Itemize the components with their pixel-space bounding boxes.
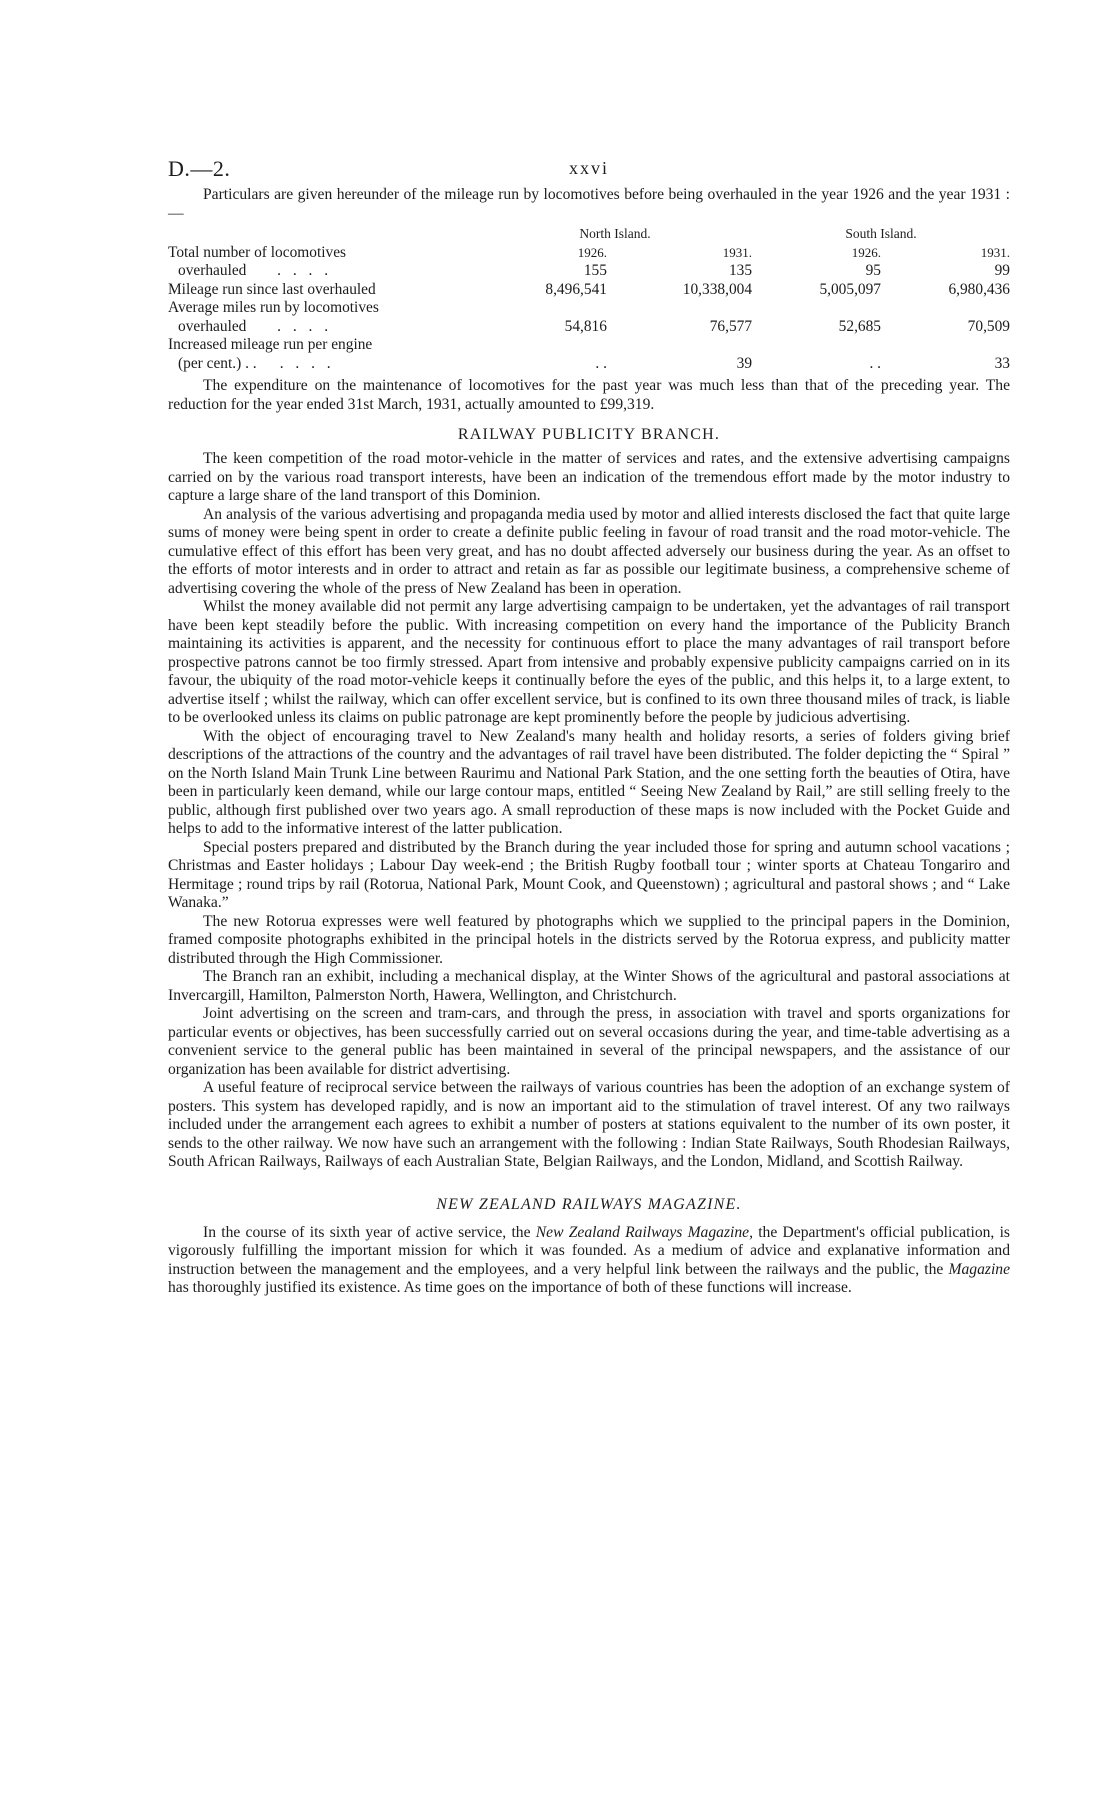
year-header: 1931. [722, 244, 753, 260]
publicity-paragraph: Whilst the money available did not permit any large advertising campaign to be undertaken, yet the advantages of rail transport have been kept steadily before the public. With increasing competition on every hand the importance of the Publicity Branch maintaining its activities is apparent, and the necessity for continuous effort to place the many advantages of rail transport before prospective patrons cannot be too firmly stressed. Apart from intensive and probably expensive publicity campaigns carried on in its favour, the ubiquity of the road motor-vehicle keeps it continually before the eyes of the public, and this helps it, to a large extent, to advertise itself ; whilst the railway, which can offer excellent service, but is confined to its own three thousand miles of track, is liable to be overlooked unless its claims on public patronage are kept prominently before the people by judicious advertising. [168, 598, 1010, 726]
document-page [168, 150, 1010, 1298]
table-row [168, 244, 1010, 263]
publicity-paragraph: Joint advertising on the screen and tram-cars, and through the press, in association with travel and sports organizations for particular events or objectives, has been successfully carried out on several occasions during the year, and time-table advertising as a convenient service to the general public has been maintained in several of the principal newspapers, and the assistance of our organization has been available for district advertising. [168, 1005, 1010, 1078]
publicity-paragraph: The new Rotorua expresses were well featured by photographs which we supplied to the principal papers in the Dominion, framed composite photographs exhibited in the principal hotels in the districts served by the Rotorua express, and publicity matter distributed through the High Commissioner. [168, 912, 1010, 967]
table-cell: 54,816 [564, 317, 607, 335]
row-label: Total number of locomotives [168, 243, 347, 261]
table-cell: 95 [865, 262, 881, 279]
page-header [168, 150, 1010, 186]
table-row [168, 262, 1010, 281]
table-cell: . . [595, 354, 607, 372]
expenditure-paragraph: The expenditure on the maintenance of locomotives for the past year was much less than that of the preceding year. The reduction for the year ended 31st March, 1931, actually amounted to £99,319. [168, 377, 1010, 413]
table-cell: 52,685 [838, 317, 881, 335]
publicity-paragraph: An analysis of the various advertising and propaganda media used by motor and allied interests disclosed the fact that quite large sums of money were being spent in order to create a definite public feeling in favour of road transit and the road motor-vehicle. The cumulative effect of this effort has been very great, and has no doubt affected adversely our business during the year. As an offset to the efforts of motor interests and in order to attract and retain as far as possible our legitimate business, a comprehensive scheme of advertising covering the whole of the press of New Zealand has been in operation. [168, 505, 1010, 597]
table-cell: 76,577 [709, 317, 753, 335]
table-cell: . . [869, 354, 881, 372]
table-cell: 155 [583, 262, 607, 279]
table-cell: 39 [736, 354, 753, 372]
mileage-table [168, 225, 1010, 373]
year-header: 1926. [851, 244, 881, 260]
table-island-header-row [168, 225, 1010, 244]
table-cell: 6,980,436 [948, 280, 1010, 298]
year-header: 1926. [577, 244, 607, 260]
row-label-continued: overhauled . . . . [178, 262, 333, 279]
publicity-heading: RAILWAY PUBLICITY BRANCH. [457, 426, 721, 443]
table-row [168, 299, 1010, 318]
table-row [168, 336, 1010, 355]
row-label: Increased mileage run per engine [168, 336, 373, 353]
publicity-paragraph: Special posters prepared and distributed by the Branch during the year included those for spring and autumn school vacations ; Christmas and Easter holidays ; Labour Day week-end ; the British Rugby football tour ; winter sports at Chateau Tongariro and Hermitage ; round trips by rail (Rotorua, National Park, Mount Cook, and Queenstown) ; agricultural and pastoral shows ; and “ Lake Wanaka.” [168, 838, 1010, 911]
publicity-paragraph: The Branch ran an exhibit, including a mechanical display, at the Winter Shows of the agricultural and pastoral associations at Invercargill, Hamilton, Palmerston North, Hawera, Wellington, and Christchurch. [168, 968, 1010, 1004]
table-row [168, 355, 1010, 374]
page-number: xxvi [568, 158, 609, 178]
table-cell: 99 [994, 262, 1010, 279]
publicity-paragraph: With the object of encouraging travel to New Zealand's many health and holiday resorts, a series of folders giving brief descriptions of the attractions of the country and the advantages of rail travel have been distributed. The folder depicting the “ Spiral ” on the North Island Main Trunk Line between Raurimu and National Park Station, and the one setting forth the beauties of Otira, have been in particularly keen demand, while our large contour maps, entitled “ Seeing New Zealand by Rail,” are still selling freely to the public, although first published over two years ago. A small reproduction of these maps is now included with the Pocket Guide and helps to add to the informative interest of the latter publication. [168, 727, 1010, 837]
row-label-continued: (per cent.) . . . . . . [178, 354, 335, 372]
table-cell: 5,005,097 [819, 280, 881, 298]
table-intro-paragraph: Particulars are given hereunder of the mileage run by locomotives before being overhauled in the year 1926 and the year 1931 :— [168, 186, 1010, 222]
north-island-header: North Island. [579, 226, 651, 241]
document-reference: D.—2. [168, 156, 231, 181]
publicity-paragraph: A useful feature of reciprocal service between the railways of various countries has been the adoption of an exchange system of posters. This system has developed rapidly, and is now an important aid to the stimulation of travel interest. Of any two railways included under the arrangement each agrees to exhibit a number of posters at stations equivalent to the number of its own poster, it sends to the other railway. We now have such an arrangement with the following : Indian State Railways, South Rhodesian Railways, South African Railways, Railways of each Australian State, Belgian Railways, and the London, Midland, and Scottish Railway. [168, 1079, 1010, 1170]
table-cell: 70,509 [967, 317, 1010, 335]
table-cell: 10,338,004 [682, 280, 753, 298]
publicity-paragraph: The keen competition of the road motor-vehicle in the matter of services and rates, and the extensive advertising campaigns carried on by the various road transport interests, have been an indication of the tremendous effort made by the motor industry to capture a large share of the land transport of this Dominion. [168, 450, 1010, 504]
table-cell: 8,496,541 [545, 280, 607, 298]
magazine-heading: NEW ZEALAND RAILWAYS MAGAZINE. [436, 1195, 742, 1213]
table-cell: 135 [728, 262, 753, 279]
south-island-header: South Island. [845, 226, 917, 241]
table-row [168, 281, 1010, 300]
row-label: Average miles run by locomotives [168, 299, 379, 316]
magazine-paragraph: In the course of its sixth year of active service, the New Zealand Railways Magazine, the Department's official publication, is vigorously fulfilling the important mission for which it was founded. As a medium of advice and explanative information and instruction between the management and the employees, and a very helpful link between the railways and the public, the Magazine has thoroughly justified its existence. As time goes on the importance of both of these functions will increase. [168, 1223, 1010, 1296]
row-label-continued: overhauled . . . . [178, 317, 333, 335]
table-row [168, 318, 1010, 337]
row-label: Mileage run since last overhauled [168, 280, 376, 298]
magazine-word: Magazine [948, 1260, 1010, 1278]
table-cell: 33 [994, 354, 1010, 372]
magazine-title: New Zealand Railways Magazine, [535, 1223, 753, 1241]
year-header: 1931. [980, 244, 1010, 260]
